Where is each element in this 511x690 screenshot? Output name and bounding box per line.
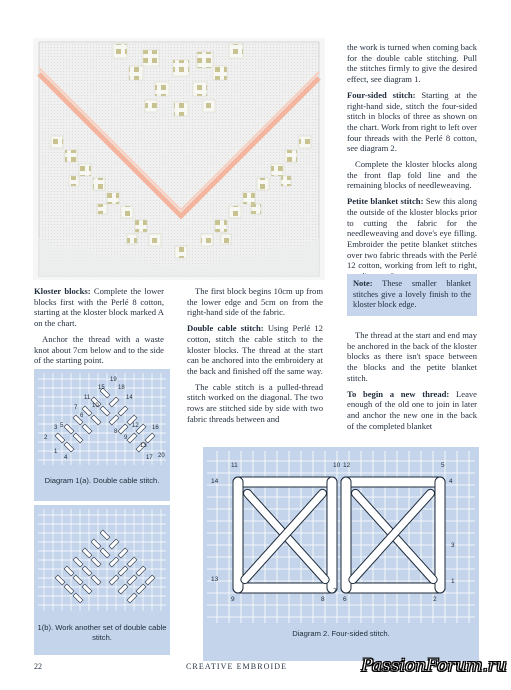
stitch-number: 17 bbox=[146, 455, 153, 461]
paragraph: The first block begins 10cm up from the lower edge and 5cm on from the right-hand side of the fabric. bbox=[187, 286, 323, 318]
stitch-number: 4 bbox=[64, 455, 68, 461]
stitch-number: 1 bbox=[54, 449, 58, 455]
note-box bbox=[347, 274, 477, 316]
envelope-illustration bbox=[33, 38, 325, 280]
stitch-number: 9 bbox=[231, 596, 235, 603]
stitch-number: 3 bbox=[54, 425, 58, 431]
stitch-number: 10 bbox=[333, 462, 341, 469]
stitch-number: 14 bbox=[211, 478, 219, 485]
diagram-1b-caption: 1(b). Work another set of double cable stitch. bbox=[37, 623, 167, 642]
stitch-number: 6 bbox=[80, 413, 84, 419]
stitch-number: 12 bbox=[343, 462, 351, 469]
stitch-number: 12 bbox=[132, 423, 139, 429]
stitch-number: 19 bbox=[110, 377, 117, 383]
stitch-number: 2 bbox=[44, 435, 48, 441]
diagram-1b-chart bbox=[34, 505, 170, 617]
embroidered-envelope-photo bbox=[33, 38, 325, 280]
paragraph: The thread at the start and end may be anchored in the back of the kloster blocks as there isn't space between the blocks and the petite blanket stitch. bbox=[347, 330, 477, 383]
stitch-number: 15 bbox=[98, 385, 105, 391]
diagram-1a bbox=[34, 369, 170, 501]
stitch-number: 5 bbox=[60, 423, 64, 429]
diagram-2-chart bbox=[203, 447, 479, 627]
stitch-number: 1 bbox=[451, 578, 455, 585]
page-number: 22 bbox=[34, 662, 42, 671]
paragraph: Complete the lower blocks first with the Perlé 8 cotton, starting at the kloster block marked A on the chart. bbox=[34, 286, 164, 329]
stitch-number: 6 bbox=[343, 596, 347, 603]
middle-column bbox=[187, 286, 323, 424]
heading-kloster-blocks: Kloster blocks: bbox=[34, 286, 91, 296]
heading-petite-blanket-stitch: Petite blanket stitch: bbox=[347, 196, 424, 207]
diagram-2-caption: Diagram 2. Four-sided stitch. bbox=[292, 629, 390, 638]
diagram-1b bbox=[34, 505, 170, 655]
paragraph: Sew this along the outside of the kloster blocks prior to cutting the fabric for the needleweaving and dove's eye filling. Embroider the petite blanket stitches over two fabric threads with the Perlé 12 cotton, working from left to right, bbox=[347, 196, 477, 271]
paragraph: Anchor the thread with a waste knot about 7cm below and to the side of the starting point. bbox=[34, 333, 164, 366]
stitch-number: 11 bbox=[231, 462, 238, 469]
stitch-number: 2 bbox=[433, 596, 437, 603]
stitch-number: 13 bbox=[211, 576, 219, 583]
stitch-number: 8 bbox=[321, 596, 325, 603]
stitch-number: 16 bbox=[152, 425, 159, 431]
stitch-number: 5 bbox=[441, 462, 445, 469]
paragraph: Leave enough of the old one to join in later and anchor the new one in the back of the completed blanket bbox=[347, 388, 477, 431]
diagram-1a-caption: Diagram 1(a). Double cable stitch. bbox=[44, 476, 160, 485]
stitch-number: 18 bbox=[118, 385, 125, 391]
paragraph: The cable stitch is a pulled-thread stitch worked on the diagonal. The two rows are stitched side by side with two fabric threads between and bbox=[187, 381, 323, 424]
watermark: PassionForum.ru bbox=[361, 656, 507, 676]
heading-begin-new-thread: To begin a new thread: bbox=[347, 388, 450, 399]
note-text: These smaller blanket stitches give a lovely finish to the kloster block edge. bbox=[353, 279, 471, 310]
stitch-number: 9 bbox=[124, 435, 128, 441]
stitch-number: 3 bbox=[451, 542, 455, 549]
heading-four-sided-stitch: Four-sided stitch: bbox=[347, 89, 416, 100]
left-column bbox=[34, 286, 164, 371]
paragraph: Complete the kloster blocks along the front flap fold line and the remaining blocks of needleweaving. bbox=[347, 159, 477, 191]
diagram-2 bbox=[203, 447, 479, 661]
paragraph: the work is turned when coming back for the double cable stitching. Pull the stitches firmly to give the desired effect, see diagram 1. bbox=[347, 42, 477, 85]
stitch-number: 11 bbox=[84, 395, 91, 401]
right-column-top bbox=[347, 42, 477, 287]
stitch-number: 8 bbox=[114, 429, 118, 435]
stitch-number: 13 bbox=[140, 443, 147, 449]
magazine-name: CREATIVE EMBROIDE bbox=[186, 662, 288, 671]
heading-double-cable-stitch: Double cable stitch: bbox=[187, 323, 264, 334]
paragraph: Using Perlé 12 cotton, stitch the cable stitch to the kloster blocks. The thread at the start can be anchored into the embroidery at the back and finished off the same way. bbox=[187, 323, 323, 376]
stitch-number: 14 bbox=[126, 395, 133, 401]
paragraph: Starting at the right-hand side, stitch the four-sided stitch in blocks of three as shown on the chart. Work from right to left over four threads with the Perlé 8 cotton, see diagram 2. bbox=[347, 89, 477, 154]
stitch-number: 4 bbox=[449, 478, 453, 485]
stitch-number: 10 bbox=[92, 403, 99, 409]
note-label: Note: bbox=[353, 279, 373, 288]
stitch-number: 7 bbox=[333, 588, 337, 595]
right-column-bottom bbox=[347, 330, 477, 431]
stitch-number: 20 bbox=[158, 453, 165, 459]
stitch-number: 7 bbox=[74, 405, 78, 411]
